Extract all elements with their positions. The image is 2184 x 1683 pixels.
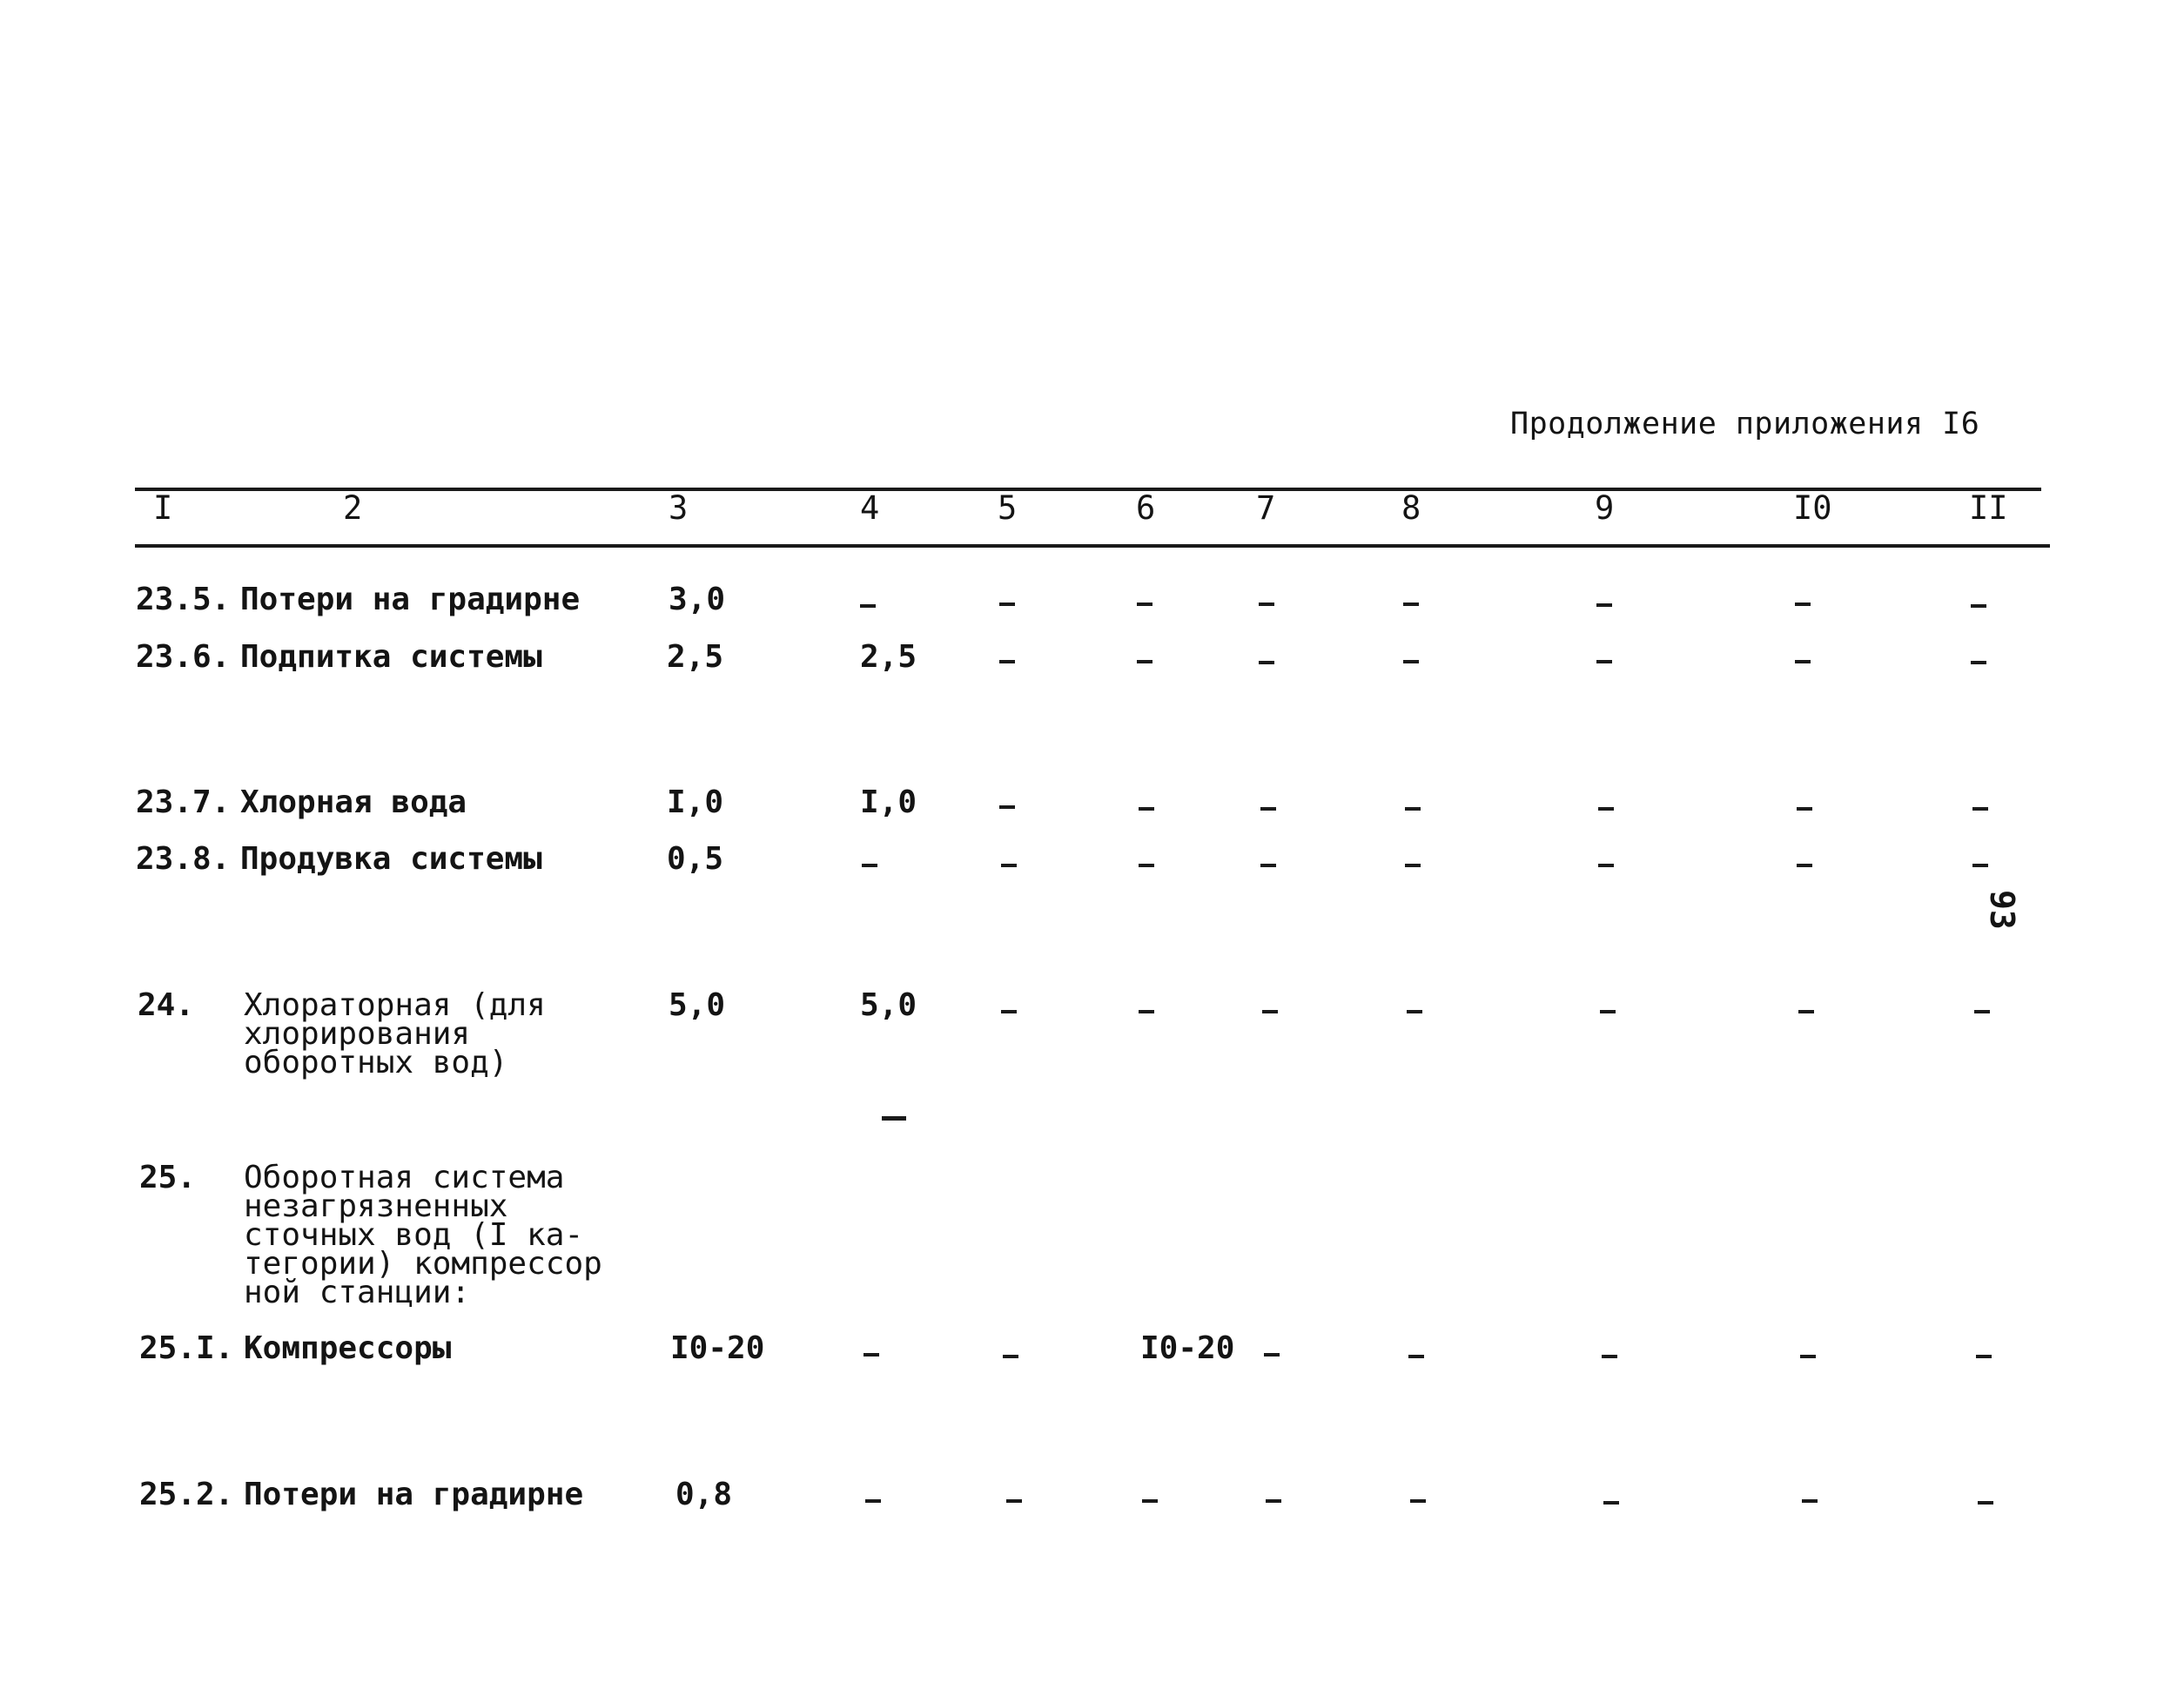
cell-col-10-dash: [1802, 1499, 1818, 1503]
column-header-11: II: [1969, 489, 2008, 527]
cell-col-11-dash: [1971, 604, 1986, 608]
cell-col-11-dash: [1972, 864, 1988, 867]
cell-col-8-dash: [1403, 660, 1419, 663]
cell-col-7-dash: [1260, 864, 1276, 867]
cell-col-4: I,0: [860, 784, 917, 820]
cell-col-9-dash: [1596, 603, 1612, 607]
row-label: Подпитка системы: [240, 639, 542, 675]
cell-col-6: I0-20: [1140, 1330, 1235, 1366]
cell-col-4: 2,5: [860, 639, 917, 675]
row-label: Потери на градирне: [244, 1477, 584, 1512]
cell-col-7-dash: [1262, 1010, 1278, 1013]
cell-col-4-dash: [865, 1499, 881, 1503]
cell-col-4: 5,0: [860, 987, 917, 1023]
cell-col-6-dash: [1142, 1499, 1158, 1503]
row-label: Оборотная система незагрязненных сточных вод (I ка- тегории) компрессор ной станции:: [244, 1160, 602, 1310]
cell-col-3: 2,5: [667, 639, 724, 675]
cell-col-6-dash: [1139, 864, 1154, 867]
cell-col-11-dash: [1972, 807, 1988, 811]
column-header-4: 4: [860, 489, 880, 527]
cell-col-9-dash: [1598, 864, 1614, 867]
cell-col-3: I,0: [667, 784, 724, 820]
cell-col-6-dash: [1139, 807, 1154, 811]
cell-col-7-dash: [1259, 603, 1274, 606]
cell-col-8-dash: [1405, 807, 1421, 811]
column-header-3: 3: [669, 489, 689, 527]
cell-col-11-dash: [1978, 1501, 1993, 1505]
cell-col-8-dash: [1405, 864, 1421, 867]
continuation-header: Продолжение приложения I6: [1510, 407, 1980, 441]
row-label: Потери на градирне: [240, 582, 581, 617]
stray-dash-mark: [882, 1116, 906, 1121]
row-number: 25.: [139, 1160, 197, 1195]
row-label: Продувка системы: [240, 841, 542, 877]
table-header-bottom-rule: [135, 544, 2050, 548]
cell-col-11-dash: [1974, 1010, 1990, 1013]
cell-col-8-dash: [1410, 1499, 1426, 1503]
cell-col-7-dash: [1260, 807, 1276, 811]
cell-col-10-dash: [1800, 1355, 1816, 1358]
cell-col-3: I0-20: [670, 1330, 765, 1366]
row-number: 25.2.: [139, 1477, 234, 1512]
cell-col-3: 0,5: [667, 841, 724, 877]
cell-col-10-dash: [1795, 660, 1811, 663]
cell-col-9-dash: [1603, 1501, 1619, 1505]
row-number: 23.6.: [136, 639, 231, 675]
row-label: Хлораторная (для хлорирования оборотных вод): [244, 987, 546, 1080]
cell-col-4-dash: [860, 604, 876, 608]
cell-col-7-dash: [1264, 1353, 1280, 1356]
cell-col-10-dash: [1798, 1010, 1814, 1013]
cell-col-5-dash: [1001, 864, 1017, 867]
column-header-5: 5: [998, 489, 1018, 527]
cell-col-5-dash: [999, 660, 1015, 663]
column-header-10: I0: [1793, 489, 1832, 527]
cell-col-3: 0,8: [675, 1477, 733, 1512]
cell-col-6-dash: [1137, 603, 1152, 606]
cell-col-8-dash: [1408, 1355, 1424, 1358]
column-header-9: 9: [1595, 489, 1615, 527]
cell-col-11-dash: [1976, 1355, 1992, 1358]
row-number: 23.5.: [136, 582, 231, 617]
cell-col-9-dash: [1602, 1355, 1617, 1358]
table-top-rule: [135, 488, 2041, 491]
cell-col-5-dash: [1003, 1355, 1018, 1358]
cell-col-9-dash: [1600, 1010, 1616, 1013]
cell-col-10-dash: [1797, 864, 1812, 867]
cell-col-10-dash: [1795, 603, 1811, 606]
row-label: Компрессоры: [244, 1330, 452, 1366]
cell-col-5-dash: [1001, 1010, 1017, 1013]
cell-col-6-dash: [1137, 660, 1152, 663]
row-number: 23.8.: [136, 841, 231, 877]
cell-col-3: 3,0: [669, 582, 726, 617]
cell-col-7-dash: [1266, 1499, 1281, 1503]
column-header-6: 6: [1136, 489, 1156, 527]
cell-col-4-dash: [862, 864, 877, 867]
column-header-8: 8: [1401, 489, 1421, 527]
row-number: 25.I.: [139, 1330, 234, 1366]
cell-col-9-dash: [1598, 807, 1614, 811]
side-page-number: 93: [1983, 890, 2021, 930]
cell-col-7-dash: [1259, 661, 1274, 664]
row-number: 23.7.: [136, 784, 231, 820]
cell-col-10-dash: [1797, 807, 1812, 811]
column-header-2: 2: [343, 489, 363, 527]
cell-col-5-dash: [1006, 1499, 1022, 1503]
row-label: Хлорная вода: [240, 784, 467, 820]
cell-col-8-dash: [1403, 603, 1419, 606]
cell-col-5-dash: [999, 805, 1015, 809]
cell-col-5-dash: [999, 603, 1015, 606]
column-header-1: I: [153, 489, 173, 527]
cell-col-4-dash: [864, 1353, 879, 1356]
cell-col-11-dash: [1971, 661, 1986, 664]
column-header-7: 7: [1256, 489, 1276, 527]
cell-col-9-dash: [1596, 660, 1612, 663]
cell-col-3: 5,0: [669, 987, 726, 1023]
cell-col-8-dash: [1407, 1010, 1422, 1013]
cell-col-6-dash: [1139, 1010, 1154, 1013]
row-number: 24.: [138, 987, 195, 1023]
